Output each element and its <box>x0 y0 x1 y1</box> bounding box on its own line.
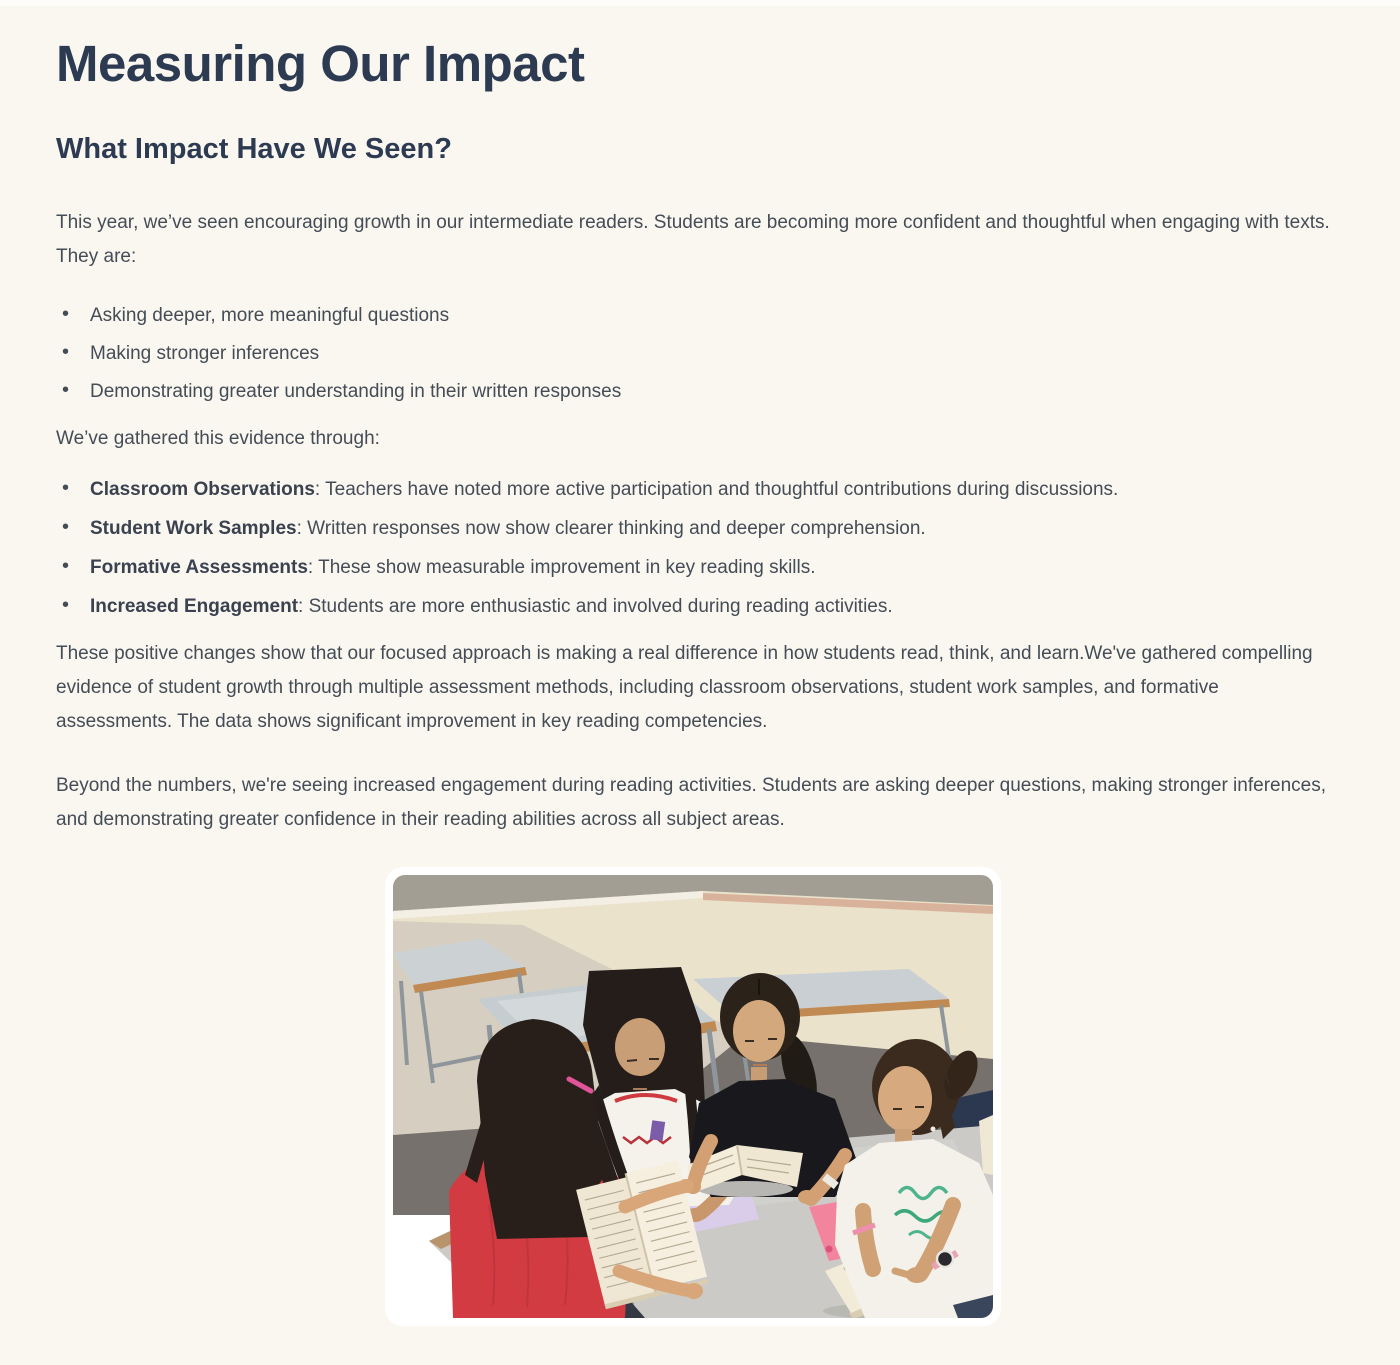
list-item-text: : Students are more enthusiastic and involved during reading activities. <box>298 596 893 617</box>
list-item <box>56 595 1330 619</box>
list-item-text: : Teachers have noted more active participation and thoughtful contributions during discussions. <box>314 479 1119 500</box>
list-item-text: Asking deeper, more meaningful questions <box>90 305 450 326</box>
intro-paragraph: This year, we’ve seen encouraging growth in our intermediate readers. Students are becoming more confident and thoughtful when engaging with texts. They are: <box>56 212 1330 267</box>
list-item-label: Classroom Observations <box>90 479 315 500</box>
list-item <box>56 556 1330 580</box>
evidence-intro: We’ve gathered this evidence through: <box>56 428 380 449</box>
list-item-text: : These show measurable improvement in key reading skills. <box>307 557 816 578</box>
students-reading-photo <box>385 867 1001 1326</box>
list-item <box>56 478 1330 502</box>
list-item <box>56 517 1330 541</box>
list-item-text: : Written responses now show clearer thinking and deeper comprehension. <box>296 518 926 539</box>
list-item-label: Student Work Samples <box>90 518 297 539</box>
list-item-label: Increased Engagement <box>90 596 299 617</box>
page-title: Measuring Our Impact <box>56 35 585 92</box>
list-item <box>56 342 1330 366</box>
list-item-label: Formative Assessments <box>90 557 308 578</box>
photo-frame <box>393 875 993 1318</box>
closing-paragraph-1: These positive changes show that our focused approach is making a real difference in how students read, think, and learn.We've gathered compelling evidence of student growth through multiple assessment methods, including classroom observations, student work samples, and formative assessments. The data shows significant improvement in key reading competencies. <box>56 643 1313 732</box>
evidence-list <box>56 478 1330 619</box>
section-heading: What Impact Have We Seen? <box>56 133 452 165</box>
list-item-text: Demonstrating greater understanding in their written responses <box>90 381 622 402</box>
list-item <box>56 304 1330 328</box>
list-item-text: Making stronger inferences <box>90 343 320 364</box>
article <box>0 6 1400 1326</box>
closing-paragraph-2: Beyond the numbers, we're seeing increased engagement during reading activities. Students are asking deeper questions, making stronger inferences, and demonstrating greater confidence in their reading abilities across all subject areas. <box>56 775 1326 830</box>
growth-list <box>56 304 1330 404</box>
list-item <box>56 380 1330 404</box>
